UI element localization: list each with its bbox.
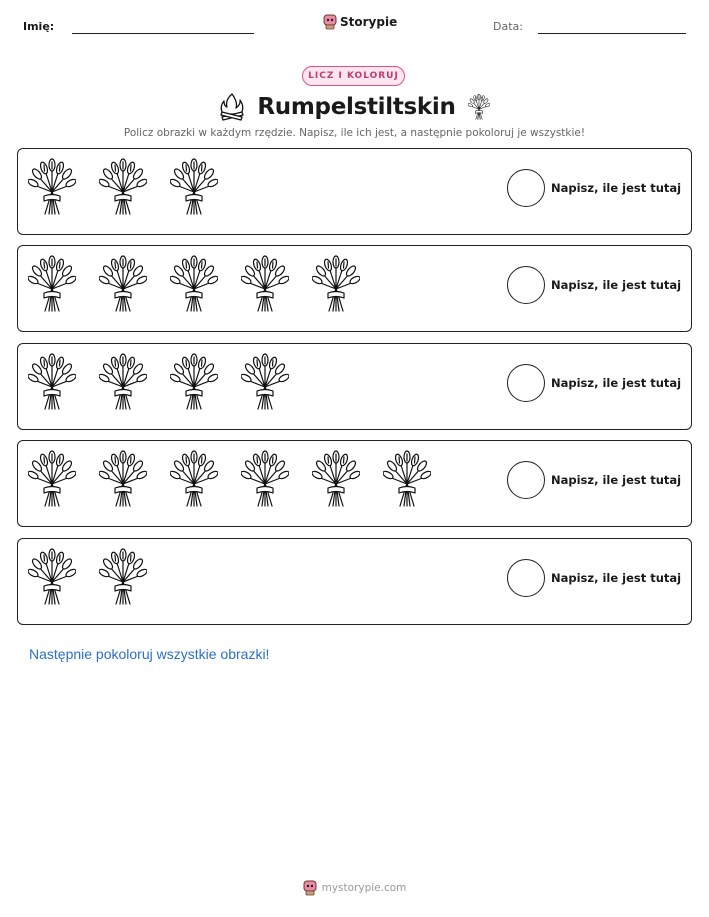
wheat-sheaf-icon bbox=[241, 255, 289, 313]
counting-row-3 bbox=[17, 343, 692, 430]
wheat-sheaf-icon bbox=[468, 93, 490, 121]
title-text: Rumpelstiltskin bbox=[257, 94, 456, 120]
storypie-mascot-icon bbox=[303, 880, 317, 896]
answer-circle[interactable] bbox=[507, 559, 545, 597]
sheaf-group bbox=[28, 255, 360, 313]
wheat-sheaf-icon bbox=[170, 255, 218, 313]
answer-label: Napisz, ile jest tutaj bbox=[551, 571, 682, 585]
page-title bbox=[214, 90, 495, 124]
wheat-sheaf-icon bbox=[170, 158, 218, 216]
counting-row-4 bbox=[17, 440, 692, 527]
storypie-mascot-icon bbox=[323, 14, 337, 30]
answer-label: Napisz, ile jest tutaj bbox=[551, 278, 682, 292]
wheat-sheaf-icon bbox=[241, 450, 289, 508]
sheaf-group bbox=[28, 353, 289, 411]
footer-brand bbox=[0, 880, 709, 896]
campfire-icon bbox=[219, 92, 245, 122]
wheat-sheaf-icon bbox=[383, 450, 431, 508]
answer-label: Napisz, ile jest tutaj bbox=[551, 181, 682, 195]
name-input-line[interactable] bbox=[72, 33, 254, 34]
answer-circle[interactable] bbox=[507, 169, 545, 207]
activity-badge: LICZ I KOLORUJ bbox=[302, 66, 405, 86]
sheaf-group bbox=[28, 548, 147, 606]
coloring-instruction: Następnie pokoloruj wszystkie obrazki! bbox=[29, 646, 270, 662]
brand-name: Storypie bbox=[340, 15, 398, 29]
wheat-sheaf-icon bbox=[28, 548, 76, 606]
wheat-sheaf-icon bbox=[99, 158, 147, 216]
wheat-sheaf-icon bbox=[170, 450, 218, 508]
instructions: Policz obrazki w każdym rzędzie. Napisz, ile ich jest, a następnie pokoloruj je wszystkie! bbox=[123, 127, 586, 139]
sheaf-group bbox=[28, 158, 218, 216]
wheat-sheaf-icon bbox=[28, 255, 76, 313]
wheat-sheaf-icon bbox=[28, 158, 76, 216]
wheat-sheaf-icon bbox=[28, 450, 76, 508]
answer-circle[interactable] bbox=[507, 266, 545, 304]
wheat-sheaf-icon bbox=[99, 548, 147, 606]
wheat-sheaf-icon bbox=[312, 450, 360, 508]
answer-label: Napisz, ile jest tutaj bbox=[551, 473, 682, 487]
answer-circle[interactable] bbox=[507, 461, 545, 499]
wheat-sheaf-icon bbox=[99, 450, 147, 508]
wheat-sheaf-icon bbox=[312, 255, 360, 313]
date-label: Data: bbox=[493, 20, 523, 33]
wheat-sheaf-icon bbox=[99, 255, 147, 313]
name-label: Imię: bbox=[23, 20, 55, 33]
brand-logo bbox=[323, 14, 397, 30]
answer-circle[interactable] bbox=[507, 364, 545, 402]
wheat-sheaf-icon bbox=[241, 353, 289, 411]
counting-row-1 bbox=[17, 148, 692, 235]
wheat-sheaf-icon bbox=[170, 353, 218, 411]
answer-label: Napisz, ile jest tutaj bbox=[551, 376, 682, 390]
date-input-line[interactable] bbox=[538, 33, 686, 34]
sheaf-group bbox=[28, 450, 431, 508]
counting-row-2 bbox=[17, 245, 692, 332]
footer-url: mystorypie.com bbox=[321, 882, 407, 894]
wheat-sheaf-icon bbox=[28, 353, 76, 411]
wheat-sheaf-icon bbox=[99, 353, 147, 411]
counting-row-5 bbox=[17, 538, 692, 625]
